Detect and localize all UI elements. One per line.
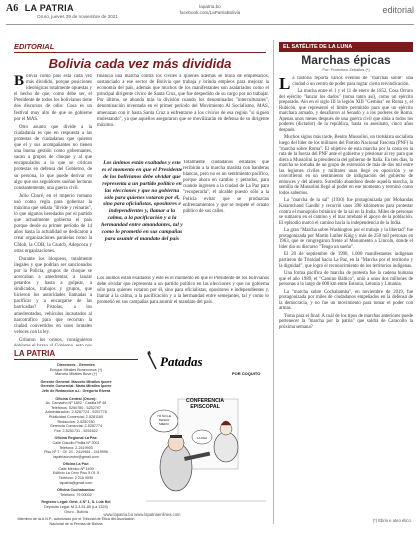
speech-bubble-left-text: MIEDO: [159, 422, 169, 426]
editorial-tag: EDITORIAL: [14, 42, 55, 51]
masthead-title: LA PATRIA: [14, 349, 56, 358]
editorial-column-1: [14, 74, 92, 346]
masthead-line[interactable]: lapatria@gmail.com: [59, 480, 93, 485]
editorial-column-4: [97, 276, 269, 348]
speech-bubble-left-text: TENGO: [158, 418, 170, 422]
pull-quote: Los únimos están exaltados y este es el momento en que el Presidente de los bolivianos debe olvidar que representa a un partido político en las elecciones y que no gobierna sólo para quienes votaron por él, sino para oficialistas, opositores e independientes y, llamar a la calma, a la pacificación y a la hermandad entre amandantes, tal y como lo prometió en sus campañas para asumir el mandato del país: [101, 160, 183, 242]
dropcap: B: [14, 74, 25, 89]
masthead-label: Registro Legal: Gest. 4 Nº 1, S. Luis Bel: [41, 500, 111, 505]
masthead-label: Gerente General: Marcelo Miralles Iporre: [40, 379, 112, 384]
masthead-line: Depósito Legal: M 3-3-51-85 (La 1325): [44, 505, 108, 510]
masthead-line: Calle Claudio Pinilla Nº 2001: [52, 440, 100, 445]
paragraph: Los ánimos están exaltados y este es el momento en que el Presidente de los bolivianos debe olvidar que representa a un partido político en las elecciones y que no gobierna sólo para quienes votaron por él, sino para oficialistas, opositores e independientes y, llamar a la calma, a la pacificación y a la hermandad entre semejantes, tal y como lo prometió en sus campañas para asumir el mandato del país.: [97, 276, 269, 306]
editorial-column-3: [183, 160, 269, 250]
article-title: Marchas épicas: [301, 53, 391, 67]
masthead-line: Enrique Miralles Bonecorsos (†): [49, 367, 103, 372]
cartoon: [142, 349, 270, 509]
masthead-label: Oficina Regional La Paz:: [54, 436, 98, 441]
paragraph: El 20 de septiembre de 1990, 1.000 manifestantes indígenas partieron de Trinidad hacia La Paz, en la "Marcha por el territorio y la dignidad", que logró el reconocimiento de los territorios indígenas.: [279, 252, 413, 269]
masthead-line: Fax: 2-5251731 - 5251622: [54, 428, 98, 433]
paragraph: Durante los bloqueos, totalmente ilegales y que podrían ser sancionados por la Policía, grupos de choque se acercaban a amedrentar, a lanzar petardos y hasta a golpear, a sindicados, trabajos y grupos, que hicieron los autoridades llamadas a pacificar y a encargarse de las barricadas? Pistolas, a los amedrentados, vehículos incautados al narcotráfico para que recorran la ciudad convertidos en unos brutales veloces con la ley.: [14, 256, 92, 335]
paragraph: financia una marcha contra los civiles a quienes además se titula de empresarios, sustanciado a ese sector de Bolivia que trabaja y brinda empleos para mejorar la economía del país, además que muchos de los manifestantes son asalariados como el principal dirigente cívico de Santa Cruz, que fue despedido de su cargo por no trabajar. Por último, se ahonda más la división cuando los denominados "interculturales", denominación inventada en el primer período del Movimiento Al Socialismo, MAS, amenazan con ir hasta Santa Cruz a enfrentarse a los cívicos de esa región "si siguen molestando", ya que aquellos aseguraron que se movilizarán en defensa de su dirigente máximo.: [97, 74, 269, 128]
speech-bubble-left-text: YO NO LE: [156, 414, 172, 418]
masthead-line: Piso Nº 7 · Of. 23 - 2419964 - 2419996: [44, 450, 108, 455]
header-links: [150, 4, 270, 16]
editorial-title: Bolivia cada vez más dividida: [48, 56, 232, 71]
cartoon-credit: POR COQUITO: [232, 371, 261, 376]
site-link[interactable]: lapatria.bo: [199, 4, 221, 9]
paragraph: a historia reporta varios eventos de "marchas sobre" una ciudad o un centro de poder para lograr cierta reivindicación.: [292, 76, 413, 87]
dropcap: L: [279, 76, 291, 93]
masthead-line: Miembro de la A.N.P., autorizado por el Tribunal de Ética del Asociación Nacional de la Prensa de Bolivia: [17, 517, 135, 526]
masthead-line: Teléfono: 2-2419900: [59, 445, 93, 450]
paragraph: La "marcha de la sal" (1930) fue protagonizada por Mohandas Karamchand Gandhi y recorrió unos 390 kilómetros para protestar contra el monopolio británico de la sal en la India. Miles de personas se sumaron en el camino y el mar arrebató el apoyo de la población. El episodio marcó el camino hacia la independencia de la India.: [279, 198, 413, 226]
cartoon-panel-title: CONFERENCIA EPISCOPAL: [185, 398, 225, 410]
paragraph: La gran "Marcha sobre Washington por el trabajo y la libertad" fue protagonizada por Martin Luther King y más de 250 mil personas en 1963, que se congregaron frente al Monumento a Lincoln, donde el líder dio su discurso "Tengo un sueño".: [279, 228, 413, 250]
masthead-line: Gerencia Comercial: 2-5287774: [49, 424, 103, 429]
masthead-line: Teléfonos: 5250780 - 5252797: [51, 405, 101, 410]
cartoon-illustration: [142, 349, 270, 509]
column-divider: [273, 40, 274, 524]
section-name: editorial: [382, 5, 414, 15]
author-footnote: (*) Ebrio e ateo ético.: [372, 518, 412, 523]
masthead-line: Marcelo Miralles Bové (†): [55, 372, 97, 377]
paragraph: La mucha entre el 1 y el 11 de enero de 1852, Cosa Orruro del ejército "lanzar los dados" (toma tanto así), como un ejército preparado. Aín en el siglo III la legión XIII "Gemina" en Roma y, el Rubicón, que representó el límite permitido para que un ejército marchara armado, y desafiaron al Senado y a los poderes de Roma. Apenas unos meses después de una guerra civil que sitúa a todos los poderes (dictador) de la república, hasta su asesinato, cinco años después.: [279, 89, 413, 133]
pen-icon: [147, 351, 156, 369]
article-body: [279, 76, 413, 514]
masthead-line: Administración: 2-5287724 - 5257778: [45, 410, 107, 415]
masthead-label: Oficina Central (Oruro):: [55, 396, 97, 401]
editorial-divider: [14, 52, 266, 53]
masthead-label: Directores - Gerentes: [57, 363, 95, 367]
masthead-label: Gerente Comercial: Maria Miralles Iporre: [40, 384, 112, 389]
paragraph: Una forma pacífica de marcha de protesta fue la cadena humana que el año 1989, el "Camino Báltico", unió a unos dos millones de personas a lo largo de 600 km entre Estonia, Letonia y Lituania.: [279, 271, 413, 288]
masthead-line: Oruro - Bolivia: [64, 509, 88, 514]
speech-bubble-right-text: LA PAZ: [197, 436, 207, 440]
page-header-left: [6, 3, 74, 14]
masthead-label: Oficina Cochabamba:: [57, 488, 95, 493]
masthead-line: Av. Camacho Nº 1892 · Casilla Nº 48: [45, 401, 107, 406]
masthead-line: Teléfono: 2 218 9090: [58, 476, 94, 481]
cartoon-signature: Patadas: [160, 354, 203, 369]
footer-urls[interactable]: www.lapatria.bo www.lapatriaenlinea.com: [103, 512, 181, 517]
newspaper-name: LA PATRIA: [24, 3, 74, 13]
masthead-line: Edificio La Cero Piso 5 Of. 5: [52, 471, 100, 476]
paragraph: Gritaron los orinos, consiguieron: [19, 337, 92, 343]
paragraph: Muchos siglos más tarde, Benito Mussolini, un trotskista socialista luego del líder de los militares del Partido Nacional Fascista (PNF) la "marcha sobre Roma". El objetivo de esta marcha por la costa en la ruta de la fuerza del PNF ante el gobierno y presionar al rey para que diera a Mussolini la presidencia del gobierno de Italia. En tres días, la marcha se tornaba de un grupo de extensión de más de dos mil entre las legiones civiles y militares unas llegó en oposición y se convirtieron en un sentimiento de indignación del gobierno de entonces y del aliento. Sucedido abandono desde aquella marcha, la semilla de Mussolini llegó al poder en ese momento y terminó como todos sabemos.: [279, 135, 413, 196]
editorial-column-2: [97, 74, 269, 170]
paragraph: Toma para el final: A cuál de los tipos de marchas anteriores puede pertenecer la "marcha por la patria" que saldrá de Caracollo la próxima semana?: [279, 313, 413, 330]
masthead-line: Teléfono: 79 00002: [60, 492, 92, 497]
column-tag: EL SATÉLITE DE LA LUNA: [279, 42, 413, 52]
masthead-label: Jefe de Redacción a.i.: Gregorio Rivera: [41, 388, 111, 393]
paragraph: La "marcha sobre Cochabamba", en noviembre de 2019, fue protagonizada por miles de ciudadanos empeñados en la defensa de la democracia, y no fue un movimiento para tomar el poder con armas.: [279, 289, 413, 312]
paragraph: Otro asunto que divide a la ciudadanía es que en respuesta a las protestas de ciudadanos que quieren que el y sus acompañantes no tienen una buena gestión como gobernantes, sacan a grupos de choque y al que encapsulados a lo que se critican protestas en defensa del Gobierno, de su persona, lo que puede derivar en algo que sus seguidores sueñan lecturas constantemente, una guerra civil.: [14, 124, 92, 191]
masthead-label: Oficina La Paz:: [62, 462, 90, 467]
masthead-line: Redacción: 2-5250780: [57, 419, 95, 424]
masthead-divider: [14, 359, 138, 360]
paragraph: Julio Choré, en el imperio romano usó como regla para gobernar la máxima que señala "divide y reinarás", lo que algunos heredados por el partido que actualmente gobierna el país porque desde su primer período de 14 años hasta la actualidad se dedicaron a crear organizaciones paralelas como la CIdob, la COB, la Csutcb, Adepcoca y otras organizaciones.: [14, 193, 92, 254]
masthead-line: Calle México Nº 1400: [58, 466, 94, 471]
paragraph: olivia como país está cada vez más dividido, porque posiciones ideológicas totalmente opuestas y el hecho de que, como debe ser, el Presidente de todos los bolivianos tiene dos discursos de odio: Cosa es un festival muy alto de que se gobierne por el MAS.: [14, 74, 92, 122]
article-author: Por: Francisco Zeballos (*): [322, 67, 370, 72]
social-link[interactable]: facebook.com/LaPatriaBolivia: [179, 10, 241, 15]
issue-date: Oruro, jueves 29 de noviembre de 2021: [37, 14, 118, 19]
page-number: A6: [6, 3, 19, 14]
header-divider: [6, 24, 414, 25]
masthead-line: Publicidad Comercial: 2-5281160: [48, 414, 104, 419]
masthead-line[interactable]: lapatriaorurobo@gmail.com: [53, 454, 99, 459]
masthead: [14, 363, 138, 526]
paragraph: Totalmente ciudadanos estatales que recibirán a la marcha masista con banderas blancas, pero no es un sentimiento pacífico, porque ahora en cambio y petardos, para cuando ingresen a la ciudad de La Paz para "recuperarla", el alcalde puesto sólo a la Policía evitar que se produzcan enfrentamientos y que se respete el ornato público de sus calles.: [183, 160, 269, 214]
